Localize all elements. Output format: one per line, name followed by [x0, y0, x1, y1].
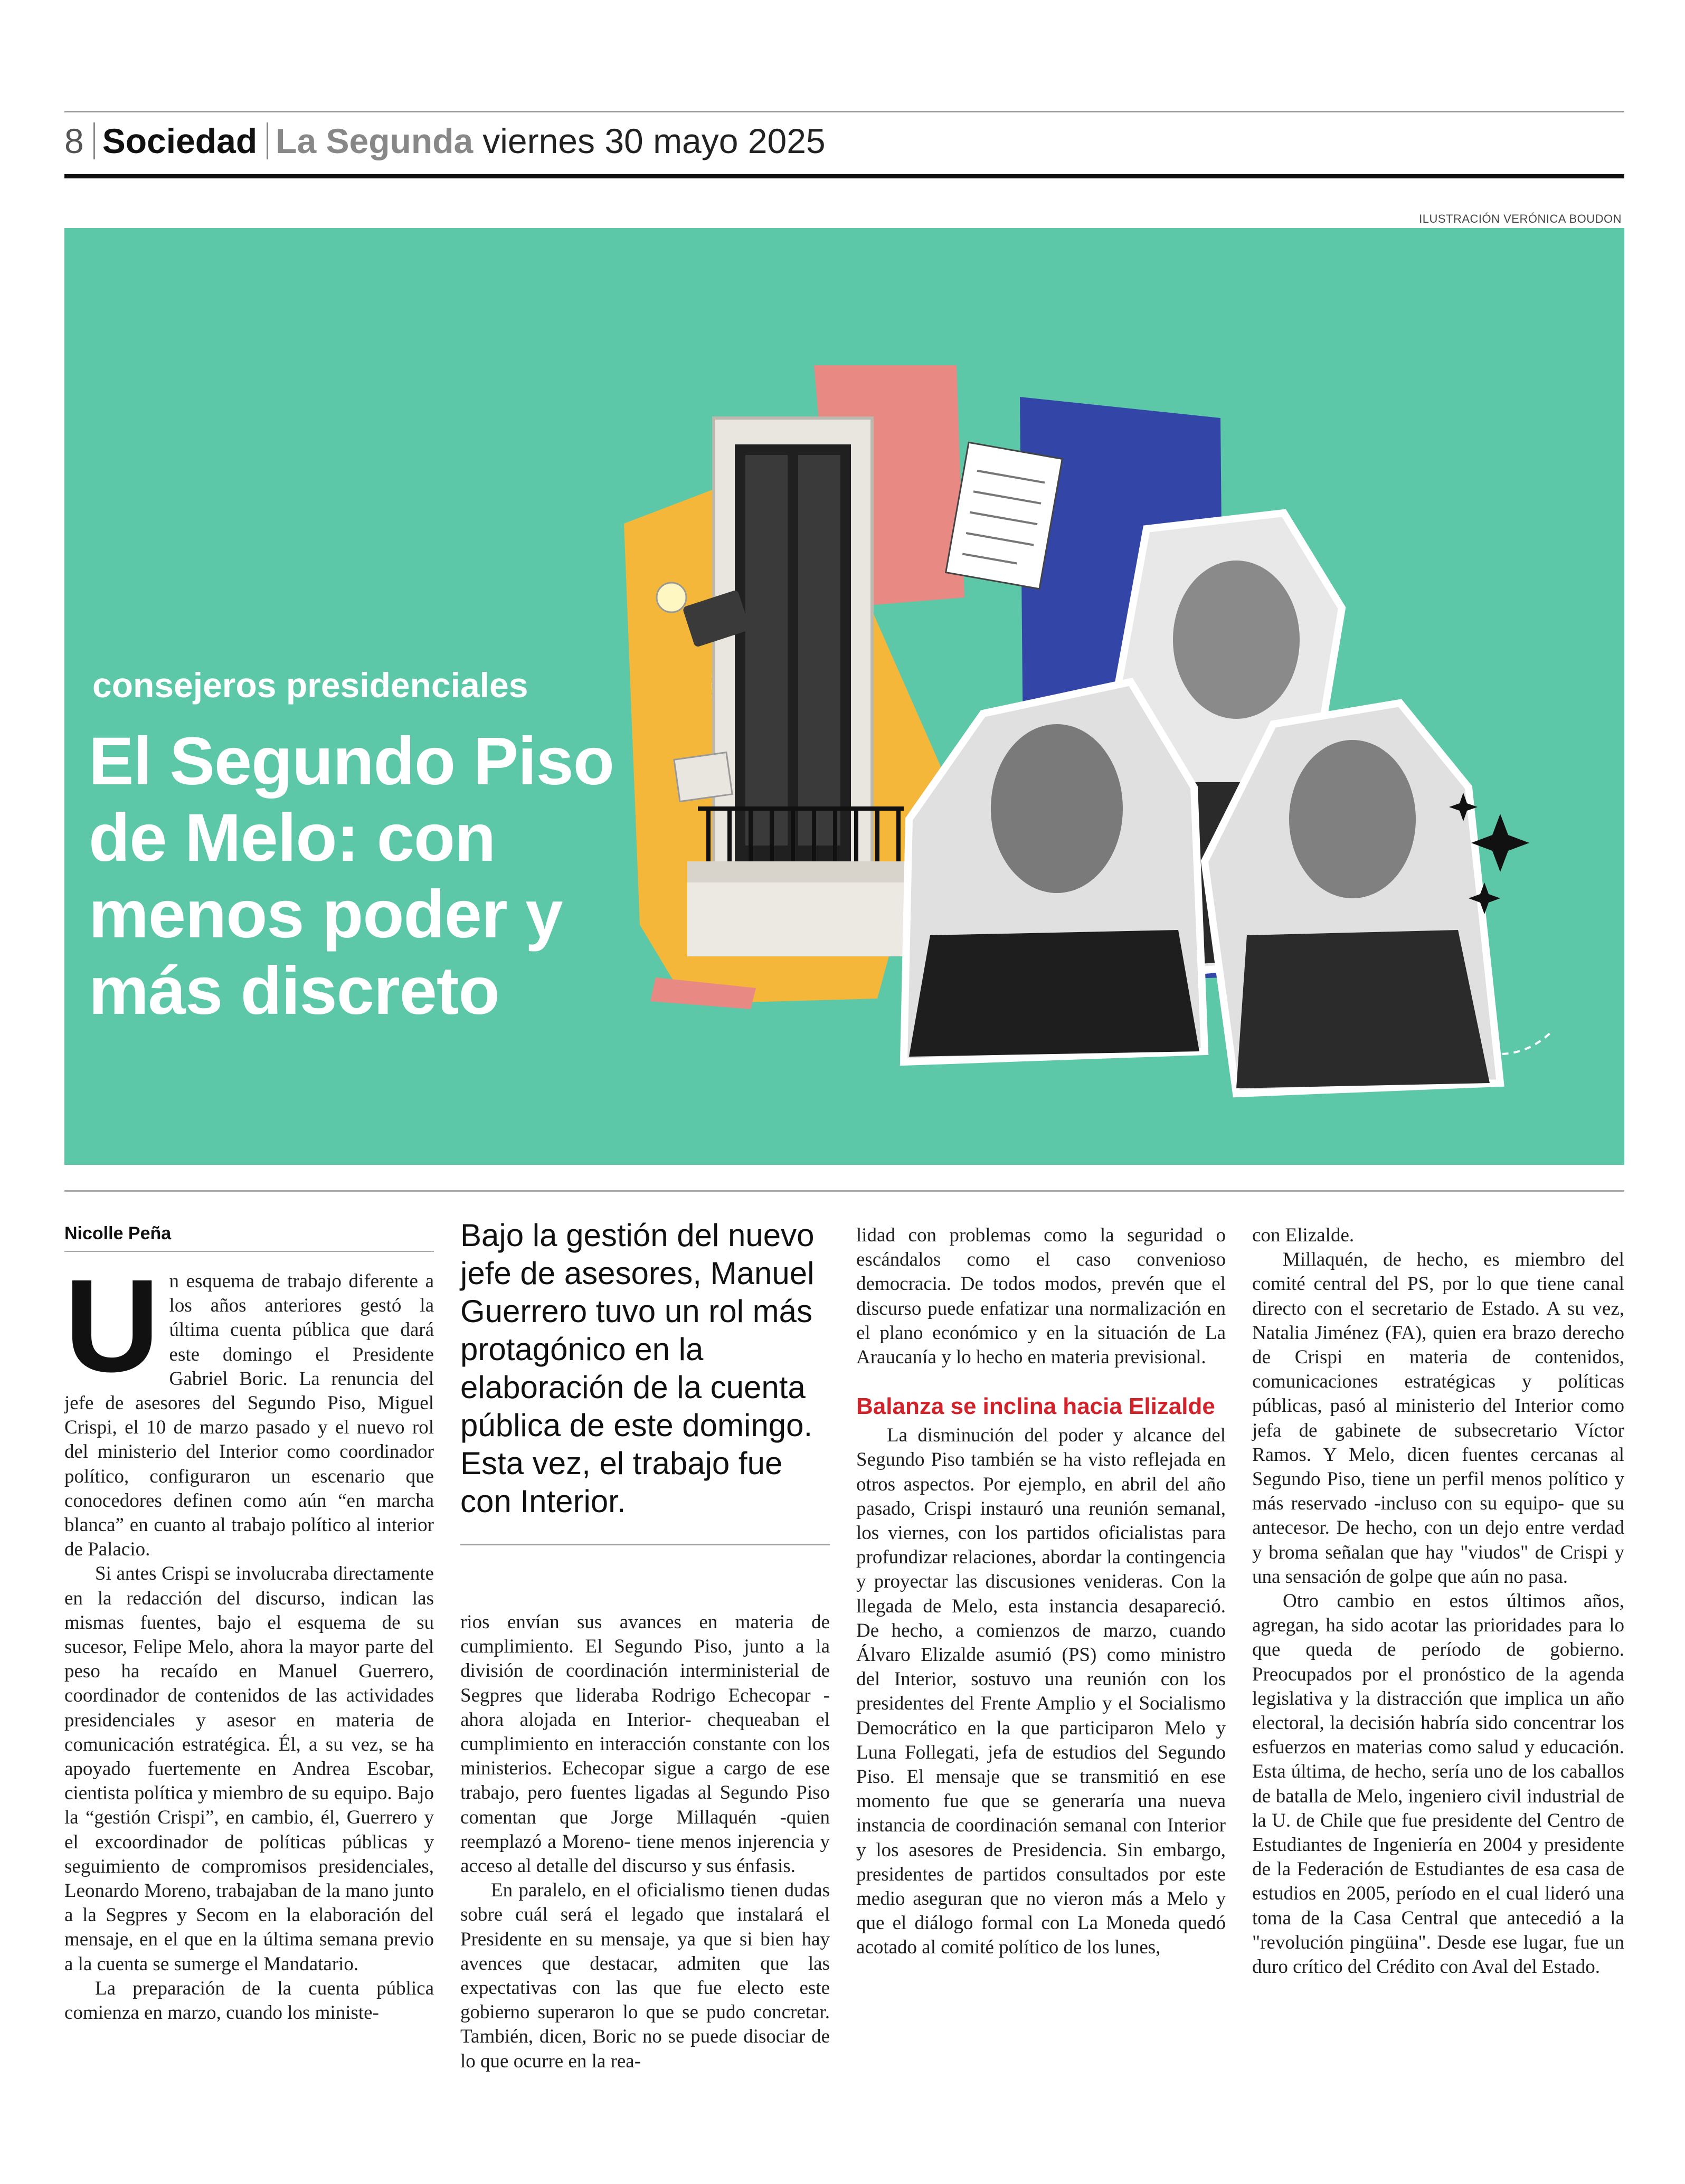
article-column-4 — [1252, 1223, 1624, 1979]
hero-bottom-rule — [64, 1190, 1624, 1192]
article-column-3 — [856, 1223, 1226, 1960]
article-paragraph: En paralelo, en el oficialismo tienen dudas sobre cuál será el legado que instalará el Presidente en su mensaje, ya que si bien hay avences que destacar, admiten que las expectativas con las que fue electo este gobierno superaron lo que se pudo concretar. También, dicen, Boric no se puede disociar de lo que ocurre en la rea- — [460, 1879, 830, 2072]
article-paragraph: lidad con problemas como la seguridad o escándalos como el caso convenioso democracia. De todos modos, prevén que el discurso puede enfatizar una normalización en el plano económico y en la situación de La Araucanía y lo hecho en materia previsional. — [856, 1224, 1226, 1369]
pull-quote: Bajo la gestión del nuevo jefe de asesores, Manuel Guerrero tuvo un rol más protagónico en la elaboración de la cuenta pública de este domingo. Esta vez, el trabajo fue con Interior. — [460, 1218, 815, 1519]
article-paragraph: La disminución del poder y alcance del Segundo Piso también se ha visto reflejada en otros aspectos. Por ejemplo, en abril del año pasado, Crispi instauró una reunión semanal, los viernes, con los partidos oficialistas para profundizar relaciones, abordar la contingencia y proyectar las discusiones venideras. Con la llegada de Melo, esta instancia desapareció. De hecho, a comienzos de marzo, cuando Álvaro Elizalde asumió (PS) como ministro del Interior, sostuvo una reunión con los presidentes del Frente Amplio y el Socialismo Democrático en la que participaron Melo y Luna Follegati, jefa de estudios del Segundo Piso. El mensaje que se transmitió en ese momento fue que se generaría una nueva instancia de coordinación semanal con Interior y los asesores de Presidencia. Sin embargo, presidentes de partidos consultados por este medio aseguran que no vieron más a Melo y que el diálogo formal con La Moneda quedó acotado al comité político de los lunes, — [856, 1425, 1226, 1959]
masthead — [64, 117, 826, 165]
dropcap: U — [64, 1252, 160, 1399]
folder-icon — [674, 752, 732, 801]
portrait-face — [1289, 740, 1416, 898]
article-paragraph: Si antes Crispi se involucraba directamente en la redacción del discurso, indican las mismas fuentes, bajo el esquema de su sucesor, Felipe Melo, ahora la mayor parte del peso ha recaído en Manuel Guerrero, coordinador de contenidos de las actividades presidenciales y asesor en materia de comunicación estratégica. Él, a su vez, se ha apoyado fuertemente en Andrea Escobar, cientista política y miembro de su equipo. Bajo la “gestión Crispi”, en cambio, él, Guerrero y el excoordinador de políticas públicas y seguimiento de compromisos presidenciales, Leonardo Moreno, trabajaban de la mano junto a la Segpres y Secom en la elaboración del mensaje, en el que en la última semana previo a la cuenta se sumerge el Mandatario. — [64, 1563, 434, 1975]
page-number: 8 — [64, 121, 84, 160]
portrait-face — [991, 724, 1123, 893]
portrait-body — [909, 930, 1199, 1057]
article-paragraph: La preparación de la cuenta pública comienza en marzo, cuando los ministe- — [64, 1977, 434, 2024]
window-panel — [798, 455, 840, 846]
article-headline: El Segundo Piso de Melo: con menos poder y más discreto — [89, 724, 614, 1029]
section-name: Sociedad — [102, 121, 258, 160]
byline: Nicolle Peña — [64, 1223, 172, 1243]
article-column-2 — [460, 1610, 830, 2074]
article-kicker: consejeros presidenciales — [92, 666, 528, 705]
issue-date: viernes 30 mayo 2025 — [482, 121, 826, 160]
window-panel — [745, 455, 788, 846]
article-column-1 — [64, 1252, 434, 2025]
header-bottom-rule — [64, 174, 1624, 178]
article-paragraph: con Elizalde. — [1252, 1224, 1355, 1246]
header-top-rule — [64, 111, 1624, 112]
portrait-face — [1173, 561, 1300, 719]
article-paragraph — [64, 1252, 434, 1562]
article-paragraph: Millaquén, de hecho, es miembro del comité central del PS, por lo que tiene canal directo con el secretario de Estado. A su vez, Natalia Jiménez (FA), quien era brazo derecho de Crispi en materia de contenidos, comunicaciones estratégicas y políticas públicas, pasó al ministerio del Interior como jefa de gabinete de subsecretario Víctor Ramos. Y Melo, dicen fuentes cercanas al Segundo Piso, tiene un perfil menos político y más reservado -incluso con su equipo- que su antecesor. De hecho, con un dejo entre verdad y broma señalan que hay "viudos" de Crispi y una sensación de golpe que aún no pasa. — [1252, 1249, 1624, 1588]
paragraph-text: n esquema de trabajo diferente a los años anteriores gestó la última cuenta pública que dará este domingo el Presidente Gabriel Boric. La renuncia del jefe de asesores del Segundo Piso, Miguel Crispi, el 10 de marzo pasado y el nuevo rol del ministerio del Interior como coordinador político, configuraron un escenario que conocedores definen como aún “en marcha blanca” en cuanto al trabajo político al interior de Palacio. — [64, 1270, 434, 1561]
pull-quote-rule — [460, 1544, 830, 1545]
article-paragraph: rios envían sus avances en materia de cumplimiento. El Segundo Piso, junto a la división de coordinación interministerial de Segpres que lideraba Rodrigo Echecopar -ahora alojada en Interior- chequeaban el cumplimiento en interacción constante con los ministerios. Echecopar sigue a cargo de ese trabajo, pero fuentes ligadas al Segundo Piso comentan que Jorge Millaquén -quien reemplazó a Moreno- tiene menos injerencia y acceso al detalle del discurso y sus énfasis. — [460, 1611, 830, 1877]
balcony-ledge — [687, 861, 909, 882]
masthead-divider — [267, 122, 268, 159]
portrait-body — [1236, 930, 1490, 1088]
balcony-base — [687, 882, 909, 956]
section-subhead: Balanza se inclina hacia Elizalde — [856, 1393, 1215, 1420]
masthead-divider — [93, 122, 95, 159]
article-paragraph: Otro cambio en estos últimos años, agregan, ha sido acotar las prioridades para lo que queda de período de gobierno. Preocupados por el pronóstico de la agenda legislativa y la distracción que implica un año electoral, la decisión habría sido concentrar los esfuerzos en materias como salud y educación. Esta última, de hecho, sería uno de los caballos de batalla de Melo, ingeniero civil industrial de la U. de Chile que fue presidente del Centro de Estudiantes de Ingeniería en 2004 y presidente de la Federación de Estudiantes de esa casa de estudios en 2005, período en el cual lideró una toma de la Casa Central que antecedió a la "revolución pingüina". Desde ese lugar, fue un duro crítico del Crédito con Aval del Estado. — [1252, 1590, 1624, 1978]
newspaper-name: La Segunda — [276, 121, 474, 160]
illustration-credit: ILUSTRACIÓN VERÓNICA BOUDON — [1419, 212, 1622, 225]
lightbulb-icon — [657, 583, 686, 612]
